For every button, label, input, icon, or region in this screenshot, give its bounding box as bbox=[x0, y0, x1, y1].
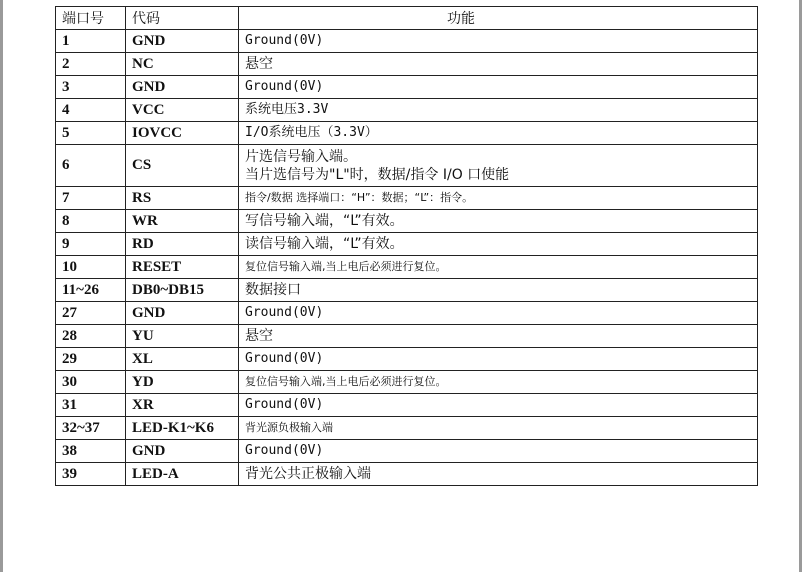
pin-number: 11~26 bbox=[56, 279, 126, 302]
pin-function bbox=[239, 394, 758, 417]
table-row bbox=[56, 256, 758, 279]
table-row bbox=[56, 279, 758, 302]
pin-function bbox=[239, 76, 758, 99]
pin-function bbox=[239, 325, 758, 348]
table-row bbox=[56, 371, 758, 394]
pin-function-line: 写信号输入端，“L”有效。 bbox=[245, 213, 404, 229]
pin-number: 32~37 bbox=[56, 417, 126, 440]
pin-function-line: 数据接口 bbox=[245, 282, 301, 298]
pin-code: NC bbox=[126, 53, 239, 76]
pin-function-line: 片选信号输入端。 bbox=[245, 148, 357, 165]
table-row bbox=[56, 30, 758, 53]
pin-number: 6 bbox=[56, 145, 126, 187]
pin-function bbox=[239, 463, 758, 486]
header-port: 端口号 bbox=[56, 7, 126, 30]
header-function: 功能 bbox=[239, 7, 758, 30]
pin-function-line: 悬空 bbox=[245, 328, 273, 344]
pin-function bbox=[239, 233, 758, 256]
pin-code: DB0~DB15 bbox=[126, 279, 239, 302]
pin-function-line: 复位信号输入端,当上电后必须进行复位。 bbox=[245, 260, 447, 273]
pin-code: RS bbox=[126, 187, 239, 210]
pin-number: 2 bbox=[56, 53, 126, 76]
pin-function bbox=[239, 348, 758, 371]
pin-function-line: 复位信号输入端,当上电后必须进行复位。 bbox=[245, 375, 447, 388]
pin-function bbox=[239, 302, 758, 325]
pin-function bbox=[239, 417, 758, 440]
pin-number: 8 bbox=[56, 210, 126, 233]
pin-number: 7 bbox=[56, 187, 126, 210]
table-body bbox=[56, 30, 758, 486]
pin-number: 4 bbox=[56, 99, 126, 122]
pin-number: 38 bbox=[56, 440, 126, 463]
pin-function-line: Ground(0V) bbox=[245, 443, 324, 458]
table-row bbox=[56, 53, 758, 76]
pin-code: GND bbox=[126, 440, 239, 463]
pin-function bbox=[239, 145, 758, 187]
table-row bbox=[56, 187, 758, 210]
pin-code: XL bbox=[126, 348, 239, 371]
table-header-row bbox=[56, 7, 758, 30]
pin-code: XR bbox=[126, 394, 239, 417]
pin-code: CS bbox=[126, 145, 239, 187]
pin-code: GND bbox=[126, 76, 239, 99]
pin-function bbox=[239, 53, 758, 76]
pin-code: RESET bbox=[126, 256, 239, 279]
pin-function-line: 指令/数据 选择端口：“H”：数据；“L”：指令。 bbox=[245, 191, 474, 204]
pin-function bbox=[239, 440, 758, 463]
table-row bbox=[56, 394, 758, 417]
pin-function bbox=[239, 187, 758, 210]
table-row bbox=[56, 440, 758, 463]
pin-code: IOVCC bbox=[126, 122, 239, 145]
table-row bbox=[56, 122, 758, 145]
pin-function-line: Ground(0V) bbox=[245, 33, 324, 48]
pin-number: 9 bbox=[56, 233, 126, 256]
pin-code: YD bbox=[126, 371, 239, 394]
pin-function bbox=[239, 30, 758, 53]
pin-function-line: 系统电压3.3V bbox=[245, 102, 329, 117]
pin-function-line: Ground(0V) bbox=[245, 305, 324, 320]
pin-number: 39 bbox=[56, 463, 126, 486]
pin-function-line: 背光公共正极输入端 bbox=[245, 466, 371, 482]
pin-function-line: 背光源负极输入端 bbox=[245, 421, 333, 434]
table-row bbox=[56, 210, 758, 233]
page-left-edge bbox=[0, 0, 3, 572]
pin-code: GND bbox=[126, 30, 239, 53]
pin-number: 27 bbox=[56, 302, 126, 325]
pin-code: WR bbox=[126, 210, 239, 233]
pin-definition-table bbox=[55, 6, 758, 486]
pin-number: 1 bbox=[56, 30, 126, 53]
table-row bbox=[56, 145, 758, 187]
pin-function bbox=[239, 210, 758, 233]
pin-number: 28 bbox=[56, 325, 126, 348]
table-row bbox=[56, 233, 758, 256]
table-row bbox=[56, 99, 758, 122]
pin-function-line: I/O系统电压（3.3V） bbox=[245, 125, 378, 140]
pin-function-line: Ground(0V) bbox=[245, 79, 324, 94]
pin-number: 29 bbox=[56, 348, 126, 371]
header-code: 代码 bbox=[126, 7, 239, 30]
pin-function-line: 读信号输入端，“L”有效。 bbox=[245, 236, 404, 252]
pin-code: YU bbox=[126, 325, 239, 348]
pin-code: GND bbox=[126, 302, 239, 325]
pin-code: LED-A bbox=[126, 463, 239, 486]
pin-function-line: 当片选信号为"L"时，数据/指令 I/O 口使能 bbox=[245, 166, 510, 183]
pin-function-line: Ground(0V) bbox=[245, 397, 324, 412]
pin-function bbox=[239, 122, 758, 145]
pin-function-line: Ground(0V) bbox=[245, 351, 324, 366]
table-row bbox=[56, 463, 758, 486]
pin-code: VCC bbox=[126, 99, 239, 122]
pin-function bbox=[239, 99, 758, 122]
pin-function bbox=[239, 256, 758, 279]
pin-number: 5 bbox=[56, 122, 126, 145]
pin-number: 31 bbox=[56, 394, 126, 417]
pin-code: RD bbox=[126, 233, 239, 256]
pin-number: 3 bbox=[56, 76, 126, 99]
pin-code: LED-K1~K6 bbox=[126, 417, 239, 440]
table-row bbox=[56, 325, 758, 348]
table-row bbox=[56, 348, 758, 371]
pin-function bbox=[239, 279, 758, 302]
pin-number: 10 bbox=[56, 256, 126, 279]
pin-function bbox=[239, 371, 758, 394]
table-row bbox=[56, 302, 758, 325]
table-row bbox=[56, 417, 758, 440]
pin-function-line: 悬空 bbox=[245, 56, 273, 72]
pin-number: 30 bbox=[56, 371, 126, 394]
table-row bbox=[56, 76, 758, 99]
